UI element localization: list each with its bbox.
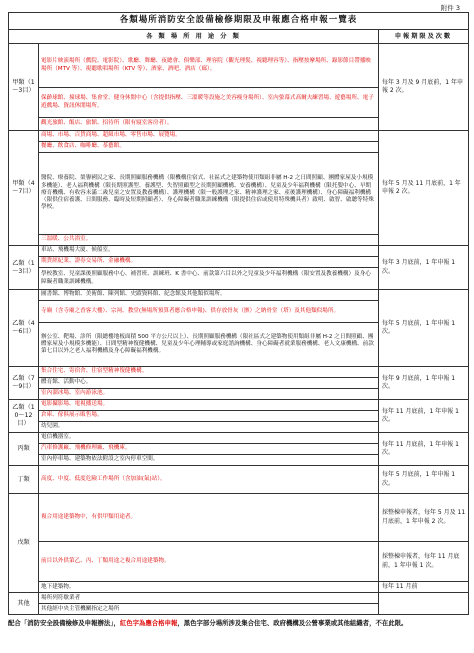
table-row: 餐廳、飲食店、咖啡廳、茶藝館。 xyxy=(39,142,379,153)
footnote xyxy=(8,619,468,628)
footnote-intro: 配合「消防安全設備檢修及申報辦法」， xyxy=(8,619,120,628)
header-frequency: 申報期限及次數 xyxy=(379,30,469,44)
table-row: 體育館、活動中心。 xyxy=(39,378,379,389)
category-cell: 乙類（4～6目） xyxy=(9,290,39,367)
frequency-cell: 每年 3 月底前，1 年申報 1 次。 xyxy=(379,246,469,290)
header-category: 各 類 場 所 用 途 分 類 xyxy=(9,30,379,44)
table-row: 辦公室、靶場、診所（限總樓地板面積 500 平方公尺以上）、長期照顧服務機構（限社區式之建築物使用類組非屬 H-2 之日間照顧、團體家屋及小規模多機能）、日間型精神復健機構、兒童及少年心理輔導或家庭諮詢機構、身心障礙者就業服務機構、老人文康機構、前款第七目以外之老人福利機構及身心障礙福利機構。 xyxy=(39,323,379,367)
category-cell: 丁類 xyxy=(9,466,39,494)
table-row: 寺廟（含寺廟之香客大樓）、宗祠、教堂(無場所預算者應合格申報)、供存放骨灰（骸）之納骨堂（塔）及其他類似場所。 xyxy=(39,301,379,323)
table-row: 其他經中央主管機關指定之場所 xyxy=(39,604,379,615)
frequency-cell: 每年 5 月及 11 月底前，1 年申報 2 次。 xyxy=(379,131,469,246)
table-title: 各類場所消防安全設備檢修期限及申報應合格申報一覽表 xyxy=(9,13,469,30)
table-row: 保齡球館、撞球場、集會堂、健身休閒中心（含提供指壓、三溫暖等設施之美容瘦身場所）、室內螢幕式高爾夫練習場、遊藝場所、電子遊戲場、資訊休閒場所。 xyxy=(39,88,379,118)
table-row: 醫院、療養院、榮譽國民之家、長期照顧服務機構（限機構住宿式、社區式之建築物使用類組非屬 H-2 之日間照顧、團體家屋及小規模多機能）、老人福利機構（限長期照護型、養護型、失智照顧型之長期照顧機構、安養機構）、兒童及少年福利機構（限托嬰中心、早期療育機構、有收容未滿二歲兒童之安置及教養機構）、護理機構（限一般護理之家、精神護理之家、產後護理機構）、身心障礙福利機構（限供住宿養護、日間服務、臨時及短期照顧者）、身心障礙者職業訓練機構（限提供住宿或使用特殊機具者）啟明、啟智、啟聰等特殊學校。 xyxy=(39,153,379,235)
category-cell: 乙類（10～12目） xyxy=(9,400,39,433)
table-row: 期貨經紀業、證券交易所、金融機構。 xyxy=(39,257,379,268)
table-row: 學校教室、兒童課後照顧服務中心、補習班、訓練班、K 書中心、前款第六目以外之兒童及少年福利機構（限安置及教養機構）及身心障礙者職業訓練機構。 xyxy=(39,268,379,290)
frequency-cell: 每年 11 月底前，1 年申報 1 次。 xyxy=(379,433,469,466)
category-cell: 甲類（1～3目） xyxy=(9,44,39,131)
table-row: 複合用途建築物中，有供甲類用途者。 xyxy=(39,494,379,542)
category-cell: 其他 xyxy=(9,593,39,615)
category-cell: 戊類 xyxy=(9,494,39,593)
table-row: 圖書館、博物館、美術館、陳列館、史蹟資料館、紀念館及其他類似場所。 xyxy=(39,290,379,301)
table-row: 前目以外供第乙、丙、丁類用途之複合用途建築物。 xyxy=(39,542,379,582)
inspection-table xyxy=(8,12,469,615)
frequency-cell xyxy=(379,593,469,615)
table-row: 地下建築物。 xyxy=(39,582,379,593)
table-row: 室內停車場、建築物依法附設之室內停車空間。 xyxy=(39,455,379,466)
category-cell: 乙類（7～9目） xyxy=(9,367,39,400)
table-row: 室內溜冰場、室內游泳池。 xyxy=(39,389,379,400)
table-row: 電影攝影場、電視播送場。 xyxy=(39,400,379,411)
document xyxy=(8,12,468,628)
frequency-cell: 每年 9 月底前，1 年申報 1 次。 xyxy=(379,367,469,400)
frequency-cell: 採整棟申報者，每年 5 月及 11 月底前，1 年申報 2 次。 xyxy=(379,494,469,542)
table-row: 觀光旅館、飯店、旅館、招待所（限有寢室客房者）。 xyxy=(39,118,379,131)
table-row: 倉庫、傢俱展示販售場。 xyxy=(39,411,379,422)
category-cell: 丙類 xyxy=(9,433,39,466)
table-row: 電影片映演場所（戲院、電影院）、歌廳、舞廳、夜總會、俱樂部、理容院（觀光理髮、視聽理容等）、指壓按摩場所、錄影節目帶播映場所（MTV 等）、視聽歌唱場所（KTV 等）、酒家、酒吧、酒店（廊）。 xyxy=(39,44,379,88)
table-row: 汽車修護廠、飛機修理廠、飛機庫。 xyxy=(39,444,379,455)
table-row: 車站、飛機場大廈、候船室。 xyxy=(39,246,379,257)
frequency-cell: 每年 11 月前 xyxy=(379,582,469,593)
table-row: 電信機器室。 xyxy=(39,433,379,444)
table-row: 商場、市場、百貨商場、超級市場、零售市場、展覽場。 xyxy=(39,131,379,142)
frequency-cell: 採整棟申報者，每年 11 月底前，1 年申報 1 次。 xyxy=(379,542,469,582)
category-cell: 甲類（4～7目） xyxy=(9,131,39,246)
frequency-cell: 每年 5 月底前，1 年申報 1 次。 xyxy=(379,290,469,367)
attachment-label: 附件 3 xyxy=(440,4,460,12)
table-row: 幼兒園。 xyxy=(39,422,379,433)
frequency-cell: 每年 3 月及 9 月底前，1 年申報 2 次。 xyxy=(379,44,469,131)
footnote-rest: ，黑色字部分場所涉及集合住宅、政府機構及公營事業或其他組織者，不在此限。 xyxy=(177,619,408,628)
frequency-cell: 每年 11 月底前，1 年申報 1 次。 xyxy=(379,400,469,433)
frequency-cell: 每年 5 月底前，1 年申報 1 次。 xyxy=(379,466,469,494)
table-row: 場所列符歇業者 xyxy=(39,593,379,604)
footnote-red-note: 紅色字為應合格申報 xyxy=(119,619,178,628)
table-row: 高度、中度、低度危險工作場所（含加油(氣)站）。 xyxy=(39,466,379,494)
table-row: 集合住宅、寄宿舍、住宿型精神復健機構。 xyxy=(39,367,379,378)
table-row: 三溫暖、公共浴室。 xyxy=(39,235,379,246)
category-cell: 乙類（1～3目） xyxy=(9,246,39,290)
